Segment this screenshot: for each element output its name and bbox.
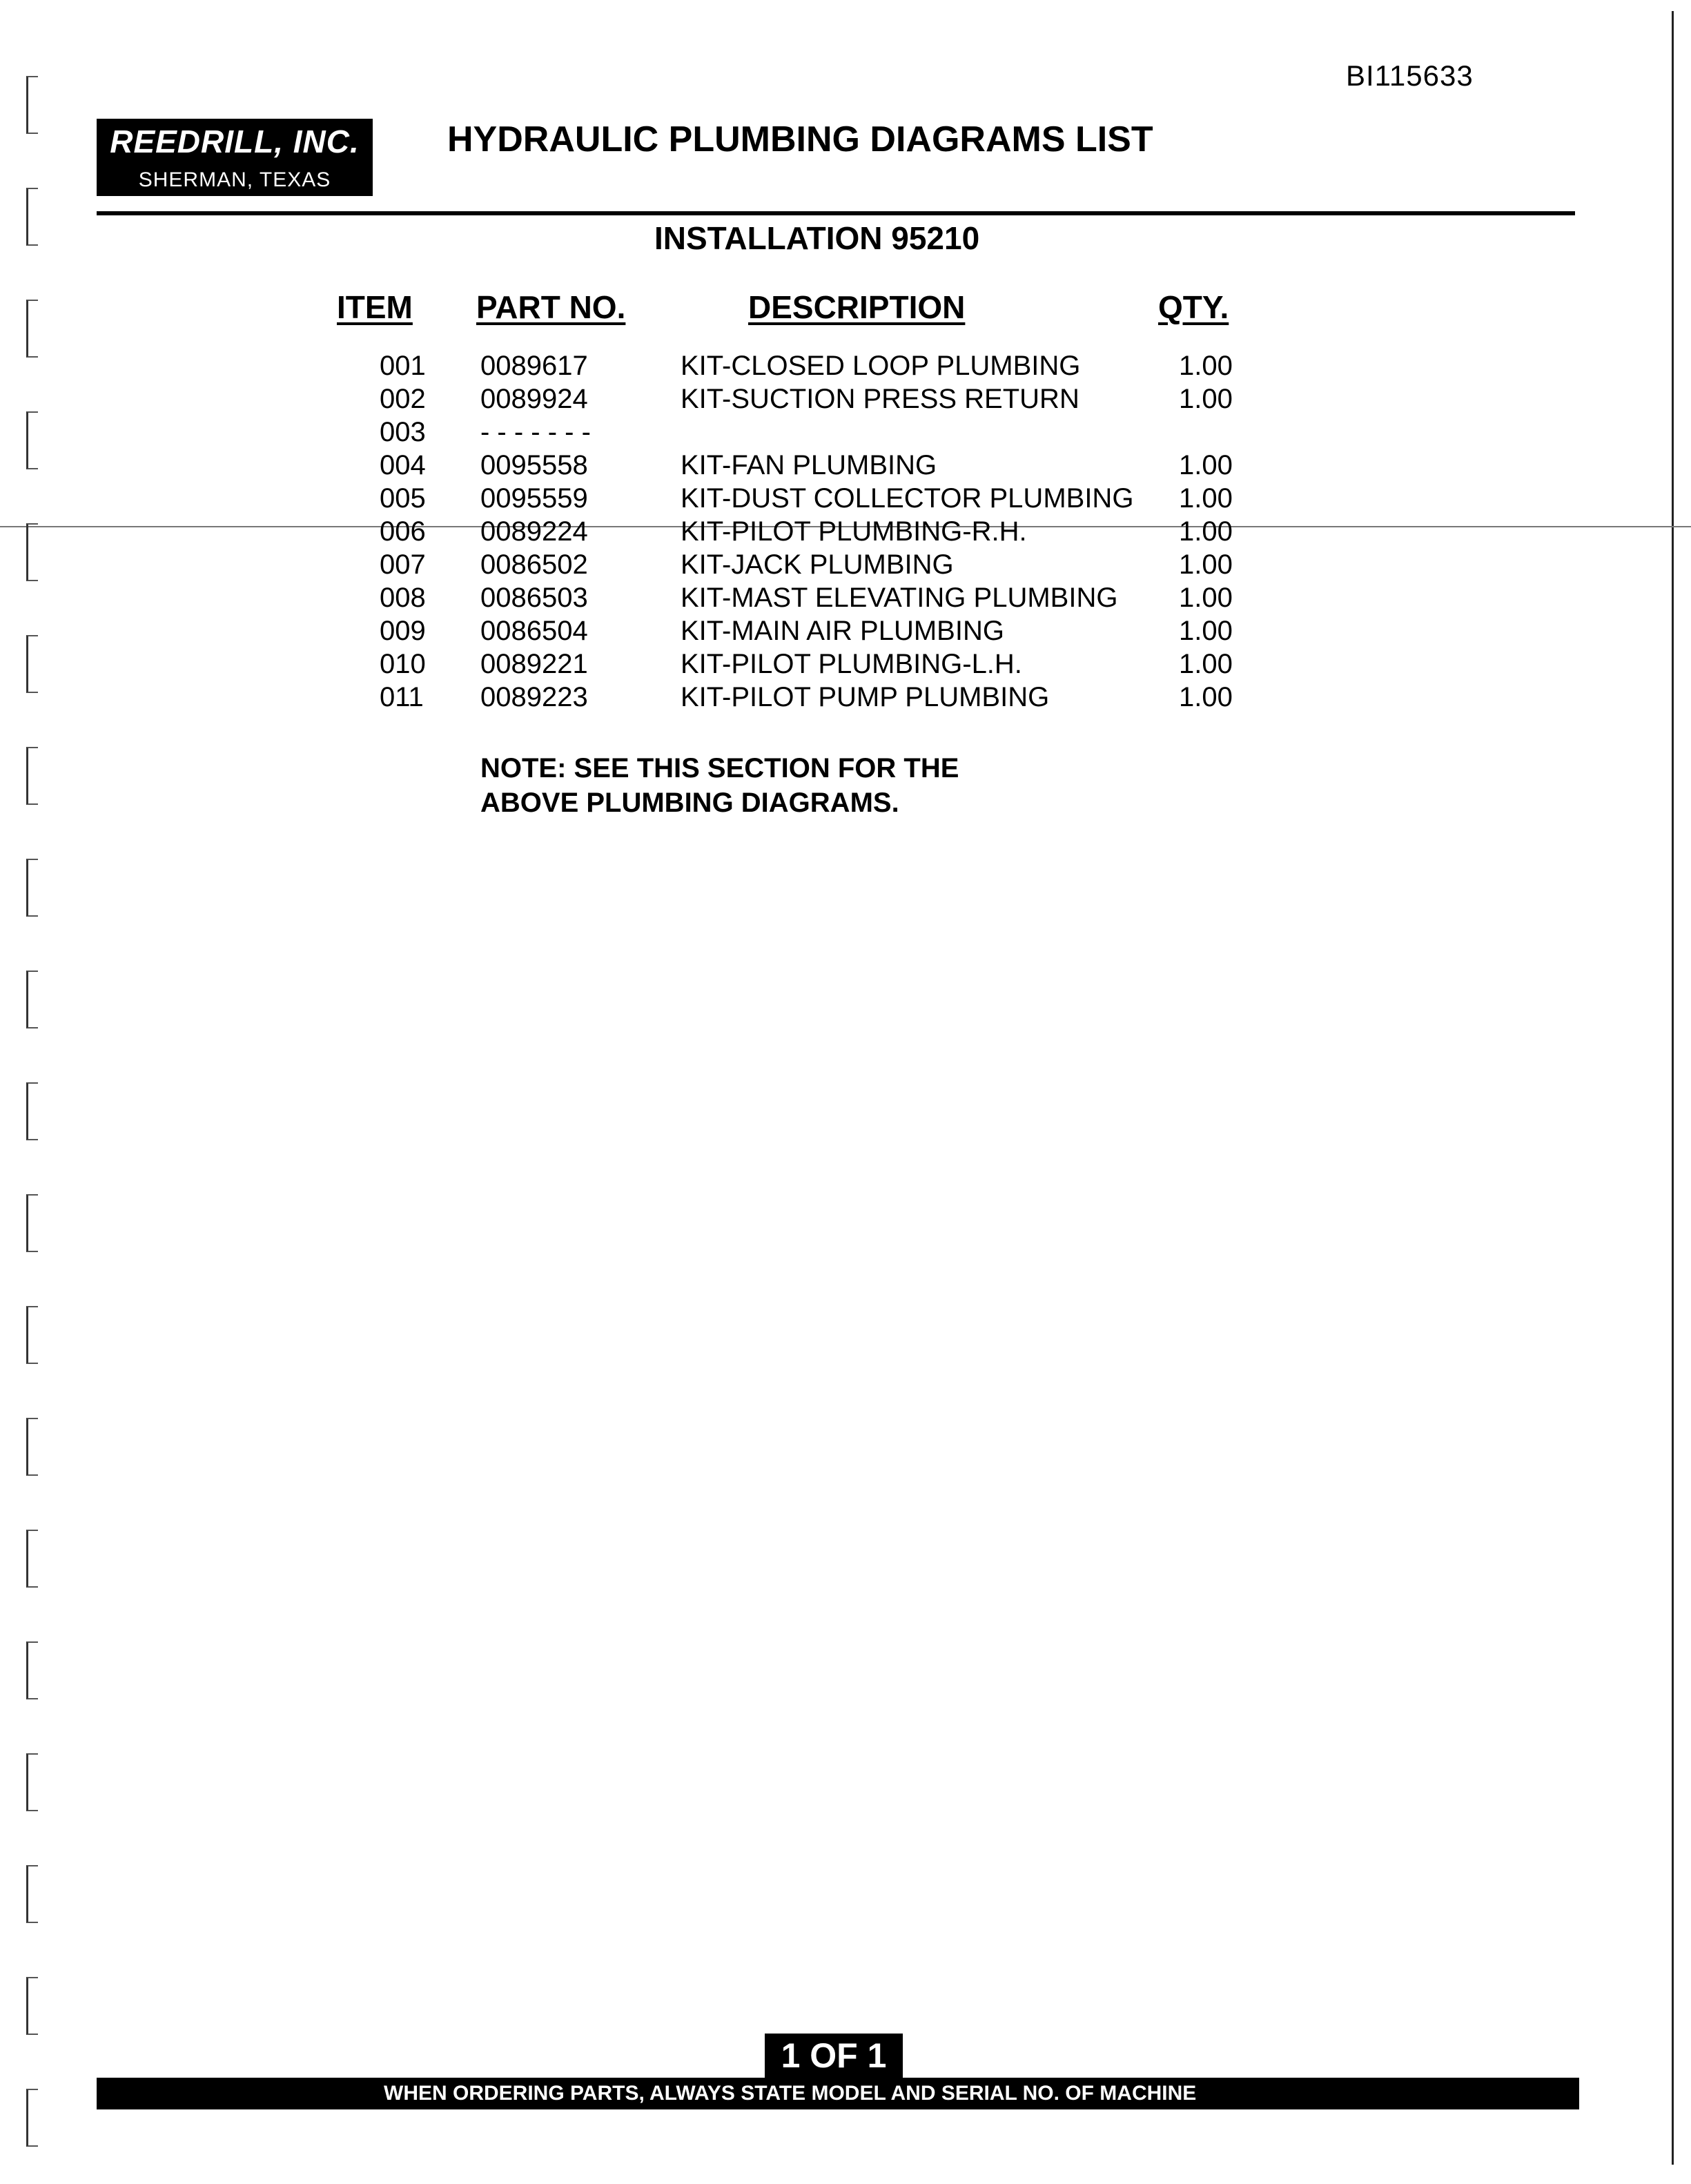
table-row — [0, 483, 1691, 516]
quantity: 1.00 — [1179, 384, 1233, 414]
part-description: KIT-FAN PLUMBING — [681, 450, 937, 480]
quantity: 1.00 — [1179, 483, 1233, 514]
quantity: 1.00 — [1179, 516, 1233, 547]
table-row — [0, 649, 1691, 682]
binder-bracket-mark — [26, 1306, 38, 1364]
binder-bracket-mark — [26, 300, 38, 358]
binder-bracket-mark — [26, 1418, 38, 1476]
column-header-item: ITEM — [337, 289, 413, 325]
binder-bracket-mark — [26, 1977, 38, 2035]
note — [480, 751, 959, 820]
table-row — [0, 417, 1691, 450]
column-header-description: DESCRIPTION — [748, 289, 966, 325]
item-number: 009 — [380, 616, 426, 646]
part-number: 0089223 — [480, 682, 588, 712]
part-description: KIT-MAIN AIR PLUMBING — [681, 616, 1004, 646]
part-description: KIT-MAST ELEVATING PLUMBING — [681, 583, 1118, 613]
part-number: 0086504 — [480, 616, 588, 646]
item-number: 001 — [380, 351, 426, 381]
item-number: 005 — [380, 483, 426, 514]
column-header-part-no: PART NO. — [476, 289, 626, 325]
part-description: KIT-JACK PLUMBING — [681, 549, 954, 580]
quantity: 1.00 — [1179, 682, 1233, 712]
part-description: KIT-DUST COLLECTOR PLUMBING — [681, 483, 1134, 514]
binder-bracket-mark — [26, 76, 38, 134]
table-row — [0, 549, 1691, 583]
part-number: 0089617 — [480, 351, 588, 381]
footer-bar — [97, 2078, 1579, 2109]
company-logo — [97, 119, 373, 196]
company-name: REEDRILL, INC. — [110, 124, 360, 159]
part-description: KIT-CLOSED LOOP PLUMBING — [681, 351, 1081, 381]
part-number: 0089924 — [480, 384, 588, 414]
item-number: 004 — [380, 450, 426, 480]
part-number: 0086502 — [480, 549, 588, 580]
company-location: SHERMAN, TEXAS — [138, 168, 331, 191]
item-number: 011 — [380, 682, 424, 712]
binder-bracket-mark — [26, 1865, 38, 1923]
part-description: KIT-PILOT PLUMBING-L.H. — [681, 649, 1022, 679]
binder-bracket-mark — [26, 1530, 38, 1588]
binder-bracket-mark — [26, 2089, 38, 2147]
binder-bracket-mark — [26, 747, 38, 805]
table-row — [0, 516, 1691, 549]
table-row — [0, 351, 1691, 384]
document-id: BI115633 — [1346, 59, 1474, 92]
part-number: 0089221 — [480, 649, 588, 679]
page-number: 1 OF 1 — [765, 2034, 903, 2078]
table-row — [0, 583, 1691, 616]
table-row — [0, 616, 1691, 649]
installation-title: INSTALLATION 95210 — [654, 220, 980, 256]
part-number: 0089224 — [480, 516, 588, 547]
quantity: 1.00 — [1179, 450, 1233, 480]
parts-table — [0, 351, 1691, 715]
page-title: HYDRAULIC PLUMBING DIAGRAMS LIST — [447, 119, 1153, 159]
header-divider — [97, 211, 1575, 215]
page-edge — [1672, 11, 1674, 2165]
note-line: ABOVE PLUMBING DIAGRAMS. — [480, 788, 899, 818]
footer-text: WHEN ORDERING PARTS, ALWAYS STATE MODEL AND SERIAL NO. OF MACHINE — [384, 2082, 1197, 2105]
part-description: KIT-PILOT PUMP PLUMBING — [681, 682, 1050, 712]
item-number: 008 — [380, 583, 426, 613]
part-description: KIT-SUCTION PRESS RETURN — [681, 384, 1079, 414]
binder-bracket-mark — [26, 1194, 38, 1252]
column-header-qty: QTY. — [1158, 289, 1229, 325]
quantity: 1.00 — [1179, 549, 1233, 580]
item-number: 003 — [380, 417, 426, 447]
quantity: 1.00 — [1179, 351, 1233, 381]
part-description: KIT-PILOT PLUMBING-R.H. — [681, 516, 1027, 547]
binder-bracket-mark — [26, 971, 38, 1028]
part-number: 0095559 — [480, 483, 588, 514]
binder-bracket-mark — [26, 1641, 38, 1699]
quantity: 1.00 — [1179, 583, 1233, 613]
binder-bracket-mark — [26, 859, 38, 917]
note-line: NOTE: SEE THIS SECTION FOR THE — [480, 753, 959, 783]
table-row — [0, 450, 1691, 483]
part-number: - - - - - - - — [480, 417, 591, 447]
binder-bracket-mark — [26, 1082, 38, 1140]
table-row — [0, 682, 1691, 715]
quantity: 1.00 — [1179, 649, 1233, 679]
part-number: 0095558 — [480, 450, 588, 480]
item-number: 007 — [380, 549, 426, 580]
item-number: 010 — [380, 649, 426, 679]
table-row — [0, 384, 1691, 417]
item-number: 002 — [380, 384, 426, 414]
binder-bracket-mark — [26, 1753, 38, 1811]
quantity: 1.00 — [1179, 616, 1233, 646]
item-number: 006 — [380, 516, 426, 547]
binder-bracket-mark — [26, 188, 38, 246]
part-number: 0086503 — [480, 583, 588, 613]
